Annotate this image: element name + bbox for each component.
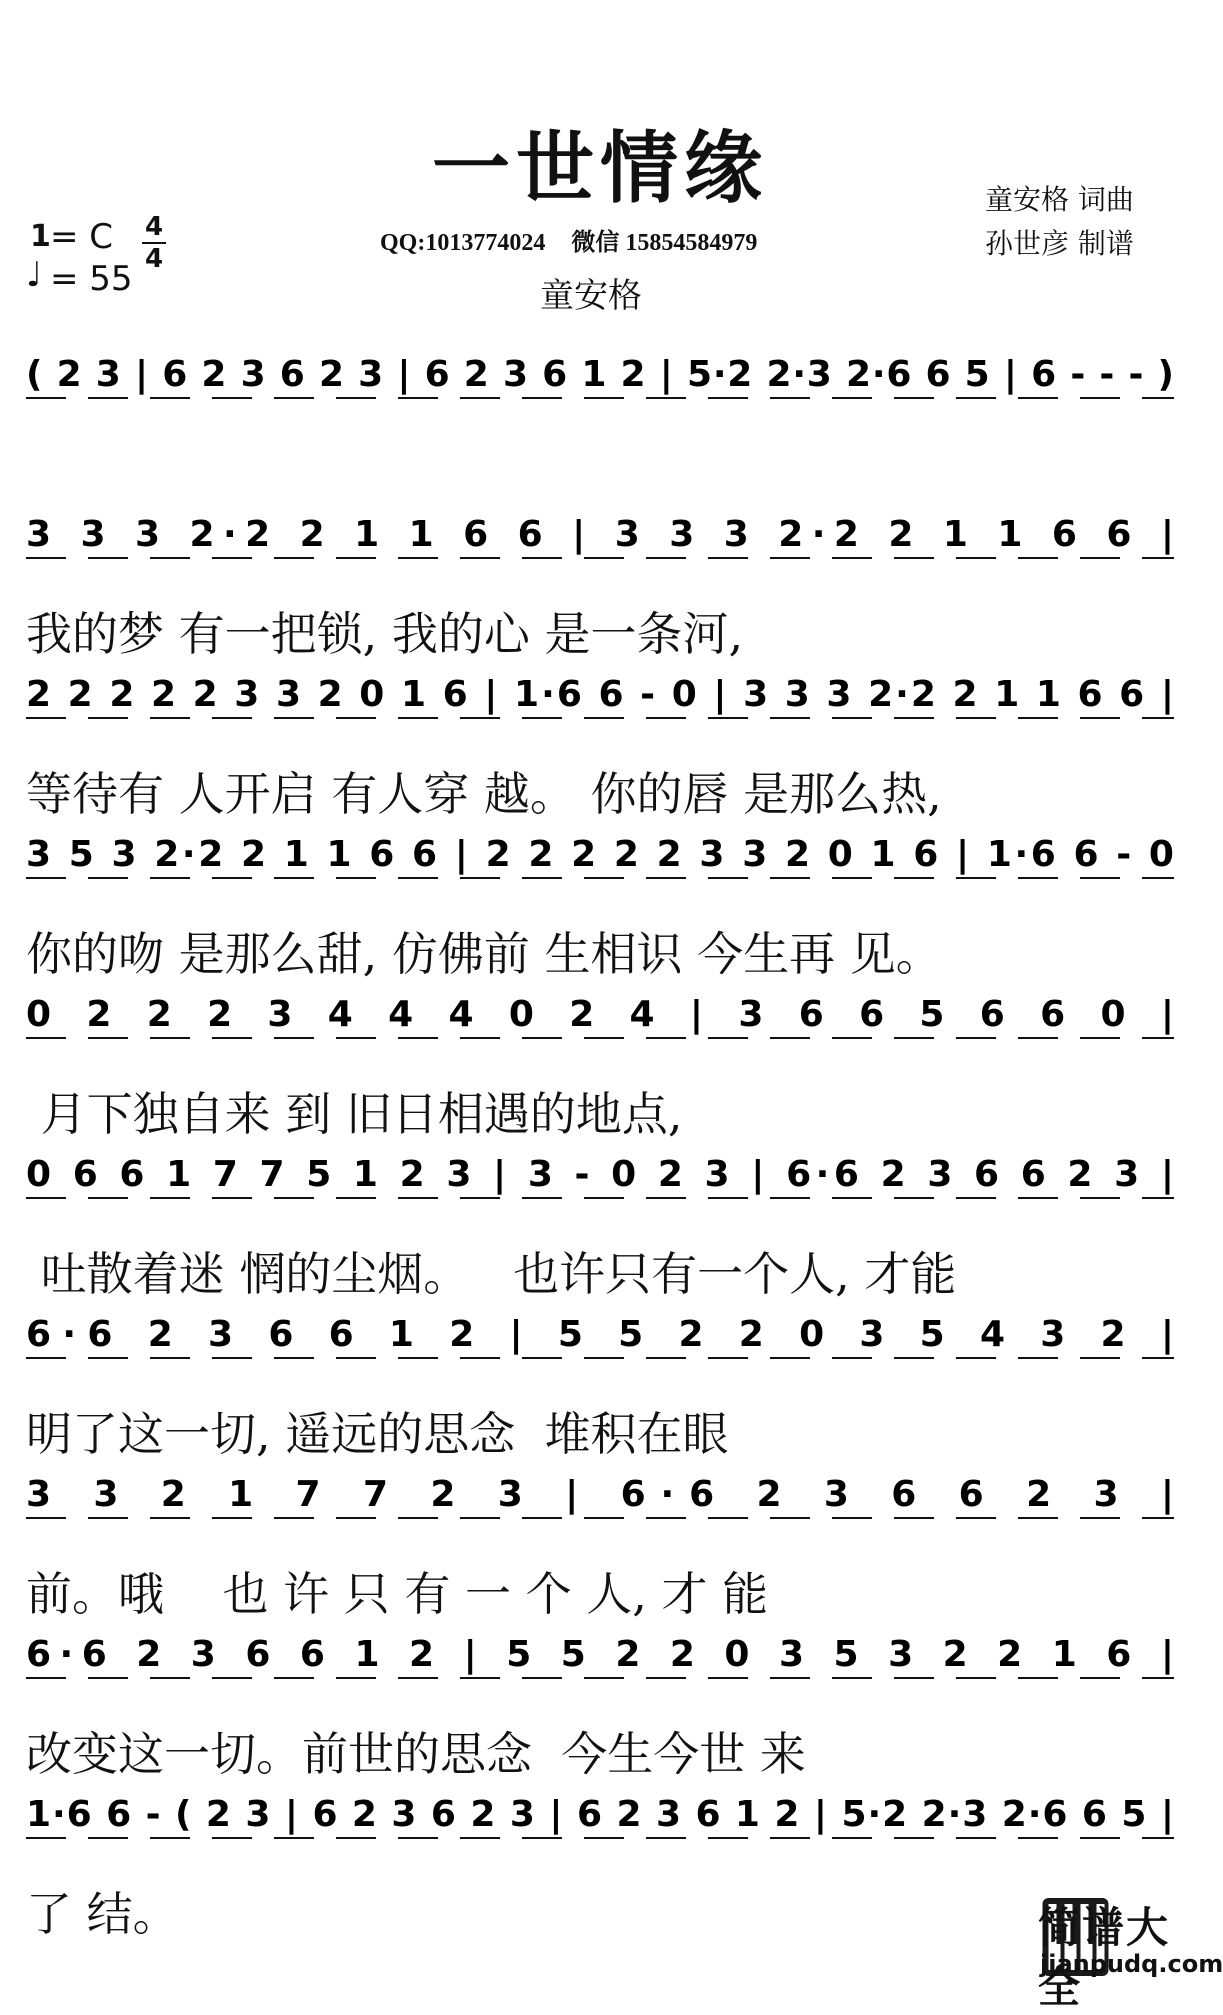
lyric-line: 了 结。 [26,1887,179,1941]
note-line-svg [26,990,1174,1070]
tempo-marking: = 55 [50,259,133,299]
score-row [26,830,1174,990]
score-row [26,670,1174,830]
page-title: 一世情缘 [431,123,768,214]
note-sequence: 6·6 2 3 6 6 1 2 | 5 5 2 2 0 3 5 3 2 2 1 6 | [26,1634,1175,1675]
note-sequence: 2 2 2 2 2 3 3 2 0 1 6 | 1·6 6 - 0 | 3 3 3 2·2 2 1 1 6 6 | [26,674,1174,715]
note-line [26,350,1174,430]
singer-name: 童安格 [540,276,642,316]
note-sequence: 3 3 3 2·2 2 1 1 6 6 | 3 3 3 2·2 2 1 1 6 6 | [26,514,1174,555]
key-note: 1 [30,219,51,254]
lyric-line: 等待有 人开启 有人穿 越。 你的唇 是那么热, [26,767,942,821]
note-sequence: 3 3 2 1 7 7 2 3 | 6·6 2 3 6 6 2 3 | [26,1474,1175,1515]
lyric-line: 前。哦 也 许 只 有 一 个 人, 才 能 [26,1567,769,1621]
note-line-svg [26,1790,1174,1870]
lyric-line: 明了这一切, 遥远的思念 堆积在眼 [26,1407,729,1461]
note-line-svg [26,1470,1174,1550]
note-line-svg [26,830,1174,910]
wechat-number: 微信 15854584979 [571,230,758,256]
key-signature: = C [50,217,114,257]
qq-number: QQ:1013774024 [380,230,546,256]
note-line [26,510,1174,590]
note-line-svg [26,1310,1174,1390]
lyric-line: 我的梦 有一把锁, 我的心 是一条河, [26,607,744,661]
note-line-svg [26,670,1174,750]
credit-lyrics-music: 童安格 词曲 [985,183,1134,216]
note-line-svg [26,510,1174,590]
note-line-svg [26,350,1174,430]
note-sequence: 1·6 6 - ( 2 3 | 6 2 3 6 2 3 | 6 2 3 6 1 2 | 5·2 2·3 2·6 6 5 | [26,1794,1174,1835]
watermark-name: 简谱大全 [1038,1903,1171,2012]
note-line [26,1470,1174,1550]
time-signature [142,214,166,272]
note-sequence: ( 2 3 | 6 2 3 6 2 3 | 6 2 3 6 1 2 | 5·2 2·3 2·6 6 5 | 6 - - - ) [26,354,1174,395]
score-row [26,990,1174,1150]
note-line [26,830,1174,910]
score-row [26,510,1174,670]
quarter-note-icon: ♩ [26,255,43,295]
note-line [26,1150,1174,1230]
time-signature-top: 4 [142,214,166,244]
note-sequence: 0 2 2 2 3 4 4 4 0 2 4 | 3 6 6 5 6 6 0 | [26,994,1175,1035]
contact-info [380,222,757,257]
time-signature-bottom: 4 [144,244,164,274]
credit-transcriber: 孙世彦 制谱 [985,227,1134,260]
lyric-line: 改变这一切。前世的思念 今生今世 来 [26,1727,806,1781]
note-line [26,990,1174,1070]
score-row [26,350,1174,510]
note-sequence: 6·6 2 3 6 6 1 2 | 5 5 2 2 0 3 5 4 3 2 | [26,1314,1174,1355]
score-row [26,1150,1174,1310]
lyric-line: 吐散着迷 惘的尘烟。 也许只有一个人, 才能 [26,1247,957,1301]
note-line-svg [26,1150,1174,1230]
note-line-svg [26,1630,1174,1710]
score-row [26,1310,1174,1470]
note-sequence: 0 6 6 1 7 7 5 1 2 3 | 3 - 0 2 3 | 6·6 2 3 6 6 2 3 | [26,1154,1174,1195]
note-line [26,1790,1174,1870]
score-row [26,1630,1174,1790]
note-line [26,1630,1174,1710]
score-row [26,1470,1174,1630]
lyric-line: 月下独自来 到 旧日相遇的地点, [26,1087,683,1141]
watermark-url: jianpudq.com [1040,1950,1223,1978]
note-line [26,670,1174,750]
note-line [26,1310,1174,1390]
lyric-line: 你的吻 是那么甜, 仿佛前 生相识 今生再 见。 [26,927,942,981]
note-sequence: 3 5 3 2·2 2 1 1 6 6 | 2 2 2 2 2 3 3 2 0 1 6 | 1·6 6 - 0 [26,834,1174,875]
